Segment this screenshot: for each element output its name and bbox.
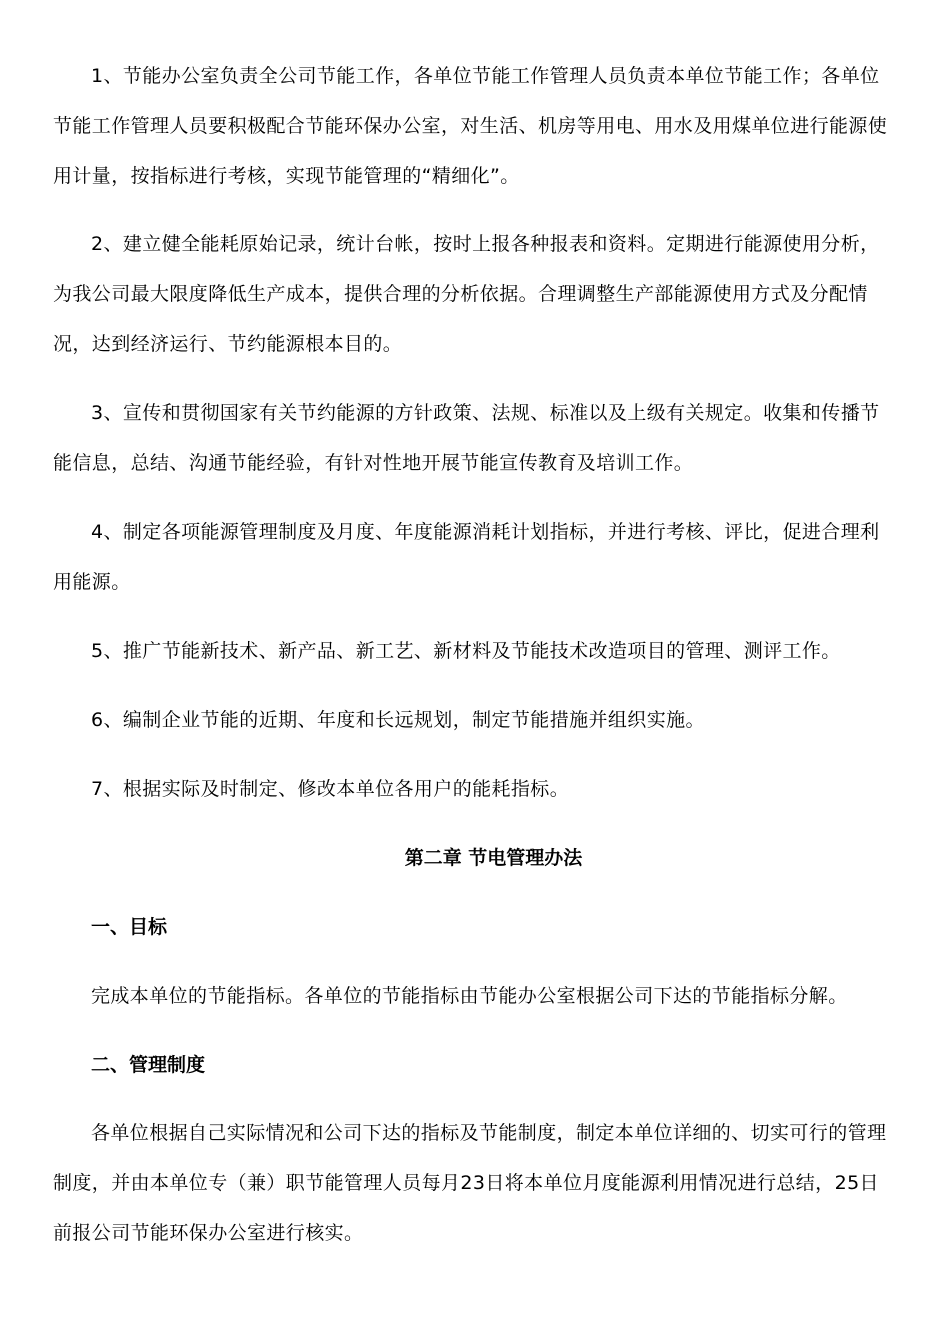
paragraph-2: 2、建立健全能耗原始记录，统计台帐，按时上报各种报表和资料。定期进行能源使用分析，为我公司最大限度降低生产成本，提供合理的分析依据。合理调整生产部能源使用方式及分配情况，达到经济运行、节约能源根本目的。	[53, 233, 880, 355]
section-text-goal: 完成本单位的节能指标。各单位的节能指标由节能办公室根据公司下达的节能指标分解。	[91, 985, 848, 1007]
chapter-title: 第二章 节电管理办法	[404, 847, 583, 869]
paragraph-1: 1、节能办公室负责全公司节能工作，各单位节能工作管理人员负责本单位节能工作；各单位节能工作管理人员要积极配合节能环保办公室，对生活、机房等用电、用水及用煤单位进行能源使用计量，按指标进行考核，实现节能管理的“精细化”。	[53, 65, 888, 187]
section-text-management: 各单位根据自己实际情况和公司下达的指标及节能制度，制定本单位详细的、切实可行的管理制度，并由本单位专（兼）职节能管理人员每月23日将本单位月度能源利用情况进行总结，25日前报公司节能环保办公室进行核实。	[53, 1122, 887, 1244]
section-heading-goal: 一、目标	[91, 916, 168, 938]
paragraph-7: 7、根据实际及时制定、修改本单位各用户的能耗指标。	[91, 778, 570, 800]
paragraph-4: 4、制定各项能源管理制度及月度、年度能源消耗计划指标，并进行考核、评比，促进合理利用能源。	[53, 521, 880, 593]
paragraph-6: 6、编制企业节能的近期、年度和长远规划，制定节能措施并组织实施。	[91, 709, 705, 731]
section-heading-management: 二、管理制度	[91, 1054, 206, 1076]
paragraph-5: 5、推广节能新技术、新产品、新工艺、新材料及节能技术改造项目的管理、测评工作。	[91, 640, 841, 662]
paragraph-3: 3、宣传和贯彻国家有关节约能源的方针政策、法规、标准以及上级有关规定。收集和传播节能信息，总结、沟通节能经验，有针对性地开展节能宣传教育及培训工作。	[53, 402, 880, 474]
